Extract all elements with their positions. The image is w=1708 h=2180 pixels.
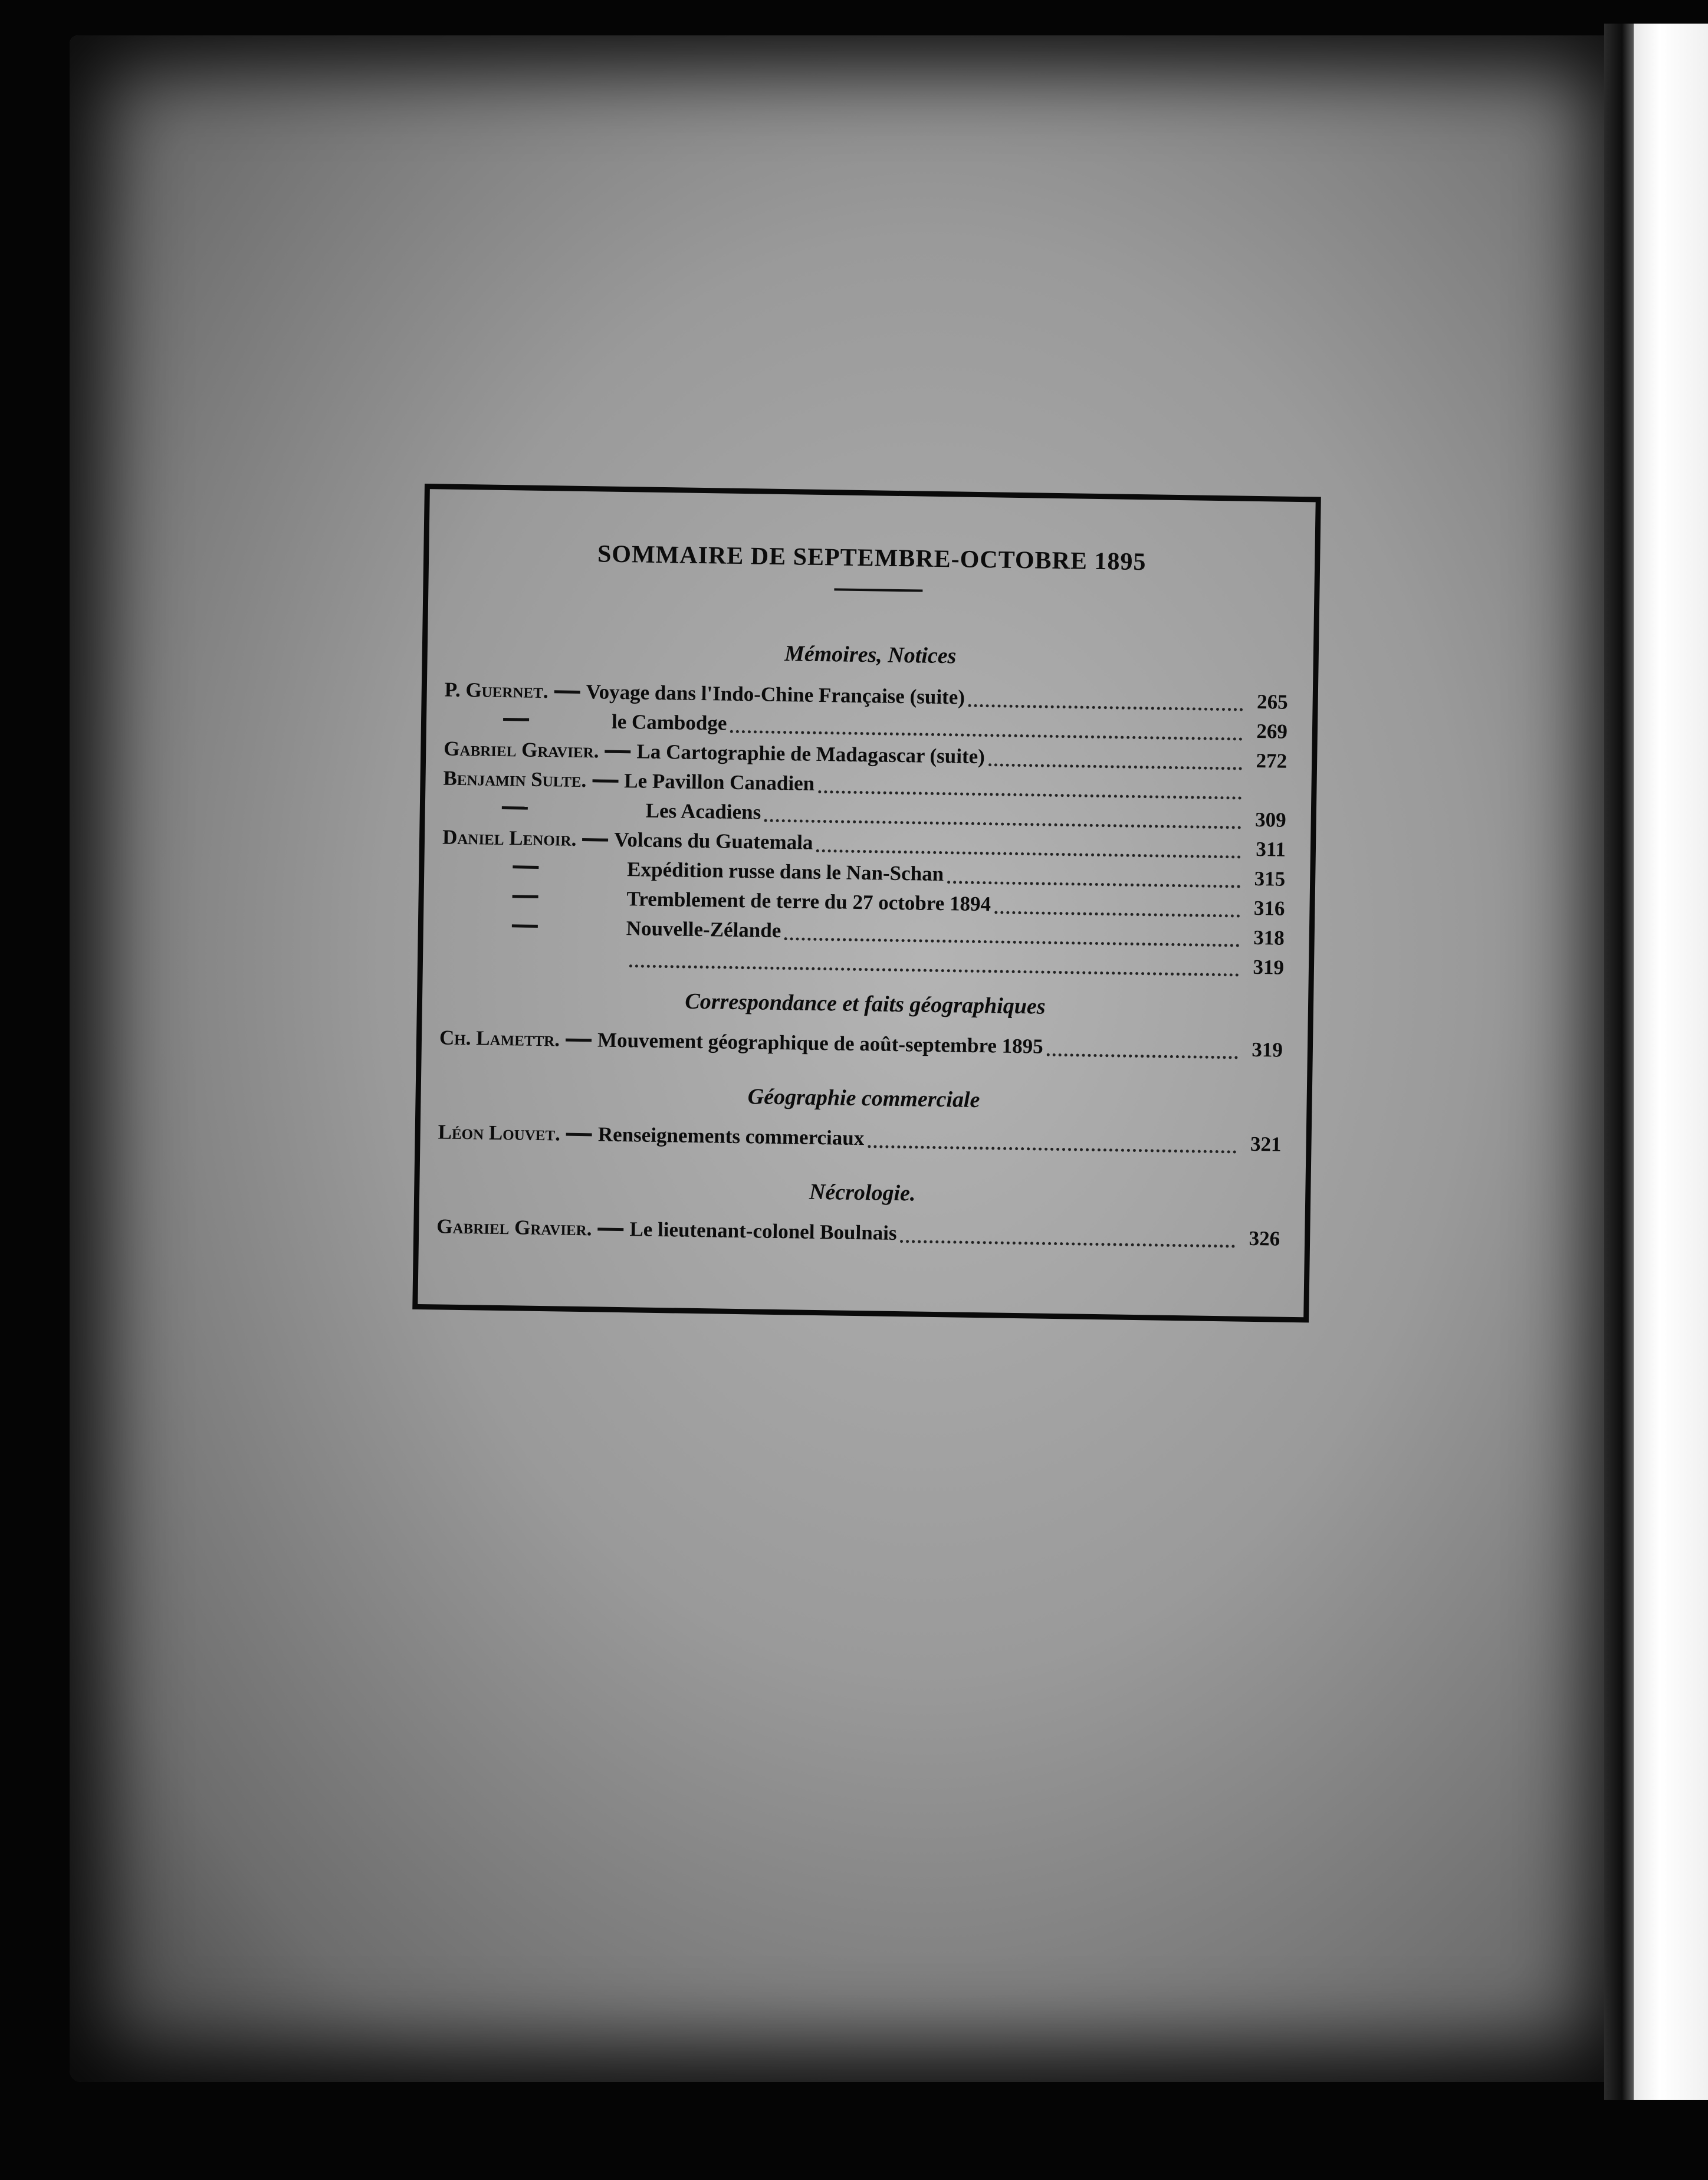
dot-leader	[968, 697, 1243, 711]
entry-title: Mouvement géographique de août-septembre 1895	[597, 1028, 1043, 1058]
entry-page: 319	[1252, 1038, 1283, 1062]
entry-title: Expédition russe dans le Nan-Schan	[627, 858, 944, 886]
dot-leader	[784, 930, 1240, 947]
page-gutter-shadow	[1604, 24, 1634, 2100]
dot-leader	[947, 874, 1240, 888]
entry-author: Gabriel Gravier.	[444, 737, 599, 763]
entry-author: Léon Louvet.	[438, 1120, 561, 1145]
entry-author: P. Guernet.	[444, 678, 548, 703]
title-rule	[834, 588, 922, 592]
entry-page: 272	[1256, 748, 1287, 773]
entry-title: Tremblement de terre du 27 octobre 1894	[626, 887, 991, 916]
dot-leader	[988, 756, 1243, 770]
entry-page: 309	[1254, 807, 1286, 832]
entry-author: Ch. Lamettr.	[439, 1026, 560, 1051]
entry-title: le Cambodge	[611, 710, 727, 735]
dot-leader	[818, 783, 1242, 800]
entry-dash	[566, 1039, 592, 1042]
ditto-dash	[502, 806, 528, 810]
dot-leader	[994, 904, 1240, 917]
entry-title: Volcans du Guatemala	[614, 828, 813, 854]
entry-dash	[554, 690, 580, 694]
entry-dash	[582, 838, 608, 842]
entry-title: Le Pavillon Canadien	[624, 769, 815, 795]
entry-title: Les Acadiens	[645, 799, 761, 824]
dot-leader	[868, 1138, 1237, 1153]
entry-page: 326	[1249, 1226, 1280, 1250]
entry-title: La Cartographie de Madagascar (suite)	[636, 740, 986, 769]
entry-dash	[592, 779, 618, 783]
dot-leader	[629, 957, 1239, 976]
dot-leader	[730, 723, 1243, 741]
entry-dash	[605, 750, 630, 754]
dot-leader	[900, 1233, 1235, 1247]
dot-leader	[816, 842, 1241, 859]
entry-page: 265	[1256, 690, 1288, 714]
ditto-dash	[512, 924, 538, 928]
section-heading-correspondance: Correspondance et faits géographiques	[685, 989, 1046, 1019]
entry-title: Voyage dans l'Indo-Chine Française (suite)	[586, 680, 965, 709]
entry-page: 319	[1253, 955, 1285, 979]
entry-author: Benjamin Sulte.	[443, 766, 587, 792]
entry-title: Le lieutenant-colonel Boulnais	[629, 1217, 897, 1245]
entry-author: Gabriel Gravier.	[436, 1214, 592, 1240]
ditto-dash	[513, 895, 538, 898]
table-of-contents-box	[412, 484, 1321, 1322]
toc-title: SOMMAIRE DE SEPTEMBRE-OCTOBRE 1895	[597, 540, 1147, 576]
dot-leader	[764, 812, 1241, 829]
entry-page: 318	[1253, 925, 1285, 950]
entry-page: 316	[1253, 896, 1285, 920]
toc-entry	[439, 1026, 1283, 1066]
entry-page: 269	[1256, 719, 1288, 743]
section-heading-commerciale: Géographie commerciale	[747, 1084, 980, 1113]
ditto-dash	[503, 718, 529, 721]
entry-dash	[566, 1133, 592, 1137]
entry-page: 321	[1250, 1132, 1282, 1156]
entry-title: Nouvelle-Zélande	[626, 917, 781, 943]
toc-entry	[436, 1214, 1280, 1255]
entry-page: 311	[1256, 837, 1286, 861]
ditto-dash	[513, 865, 538, 869]
entry-title: Renseignements commerciaux	[597, 1122, 865, 1150]
section-heading-memoires: Mémoires, Notices	[784, 641, 957, 669]
entry-dash	[597, 1227, 623, 1231]
dot-leader	[1046, 1046, 1237, 1059]
next-page-edge	[1634, 24, 1708, 2100]
entry-author: Daniel Lenoir.	[442, 825, 577, 851]
entry-page: 315	[1254, 866, 1286, 891]
section-heading-necrologie: Nécrologie.	[809, 1179, 916, 1206]
toc-entry	[438, 1120, 1282, 1161]
